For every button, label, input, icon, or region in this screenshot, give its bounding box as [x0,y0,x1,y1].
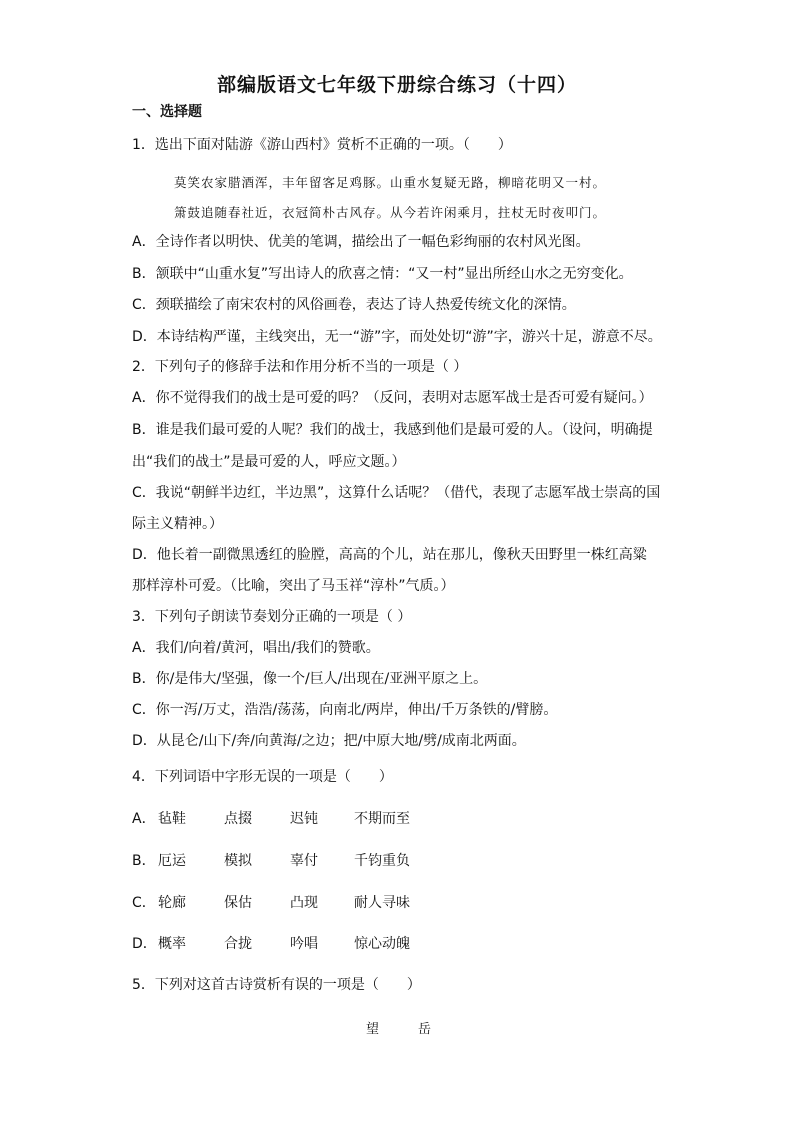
option-word: 合拢 [224,936,252,952]
option-label: A． [132,811,156,827]
poem-title-char-2: 岳 [418,1022,432,1037]
section-heading: 一、选择题 [132,104,202,120]
question-3-option-d: D．从昆仑/山下/奔/向黄海/之边；把/中原大地/劈/成南北两面。 [132,733,526,749]
question-2-option-c-cont: 际主义精神。） [132,516,223,532]
option-word: 迟钝 [290,811,318,827]
question-1-option-b: B．颔联中“山重水复”写出诗人的欣喜之情：“又一村”显出所经山水之无穷变化。 [132,266,633,282]
poem-line-1: 莫笑农家腊酒浑，丰年留客足鸡豚。山重水复疑无路，柳暗花明又一村。 [174,175,607,190]
option-word: 厄运 [158,853,186,869]
option-word: 轮廊 [158,895,186,911]
question-1-option-d: D．本诗结构严谨，主线突出，无一“游”字，而处处切“游”字，游兴十足，游意不尽。 [132,329,662,345]
option-word: 凸现 [290,895,318,911]
question-2-option-a: A．你不觉得我们的战士是可爱的吗？（反问，表明对志愿军战士是否可爱有疑问。） [132,390,653,406]
option-word: 耐人寻味 [354,895,410,911]
question-3-option-a: A．我们/向着/黄河，唱出/我们的赞歌。 [132,640,380,656]
poem-line-2: 箫鼓追随春社近，衣冠简朴古风存。从今若许闲乘月，拄杖无时夜叩门。 [174,205,607,220]
question-1-stem: 1．选出下面对陆游《游山西村》赏析不正确的一项。（ ） [132,137,512,153]
option-word: 毡鞋 [158,811,186,827]
option-word: 惊心动魄 [354,936,410,952]
poem-title-char-1: 望 [366,1022,380,1037]
question-3-option-c: C．你一泻/万丈，浩浩/荡荡，向南北/两岸，伸出/千万条铁的/臂膀。 [132,702,558,718]
question-3-option-b: B．你/是伟大/坚强，像一个/巨人/出现在/亚洲平原之上。 [132,671,488,687]
question-5-stem: 5．下列对这首古诗赏析有误的一项是（ ） [132,977,421,993]
question-3-stem: 3．下列句子朗读节奏划分正确的一项是（ ） [132,609,412,625]
option-word: 点掇 [224,811,252,827]
option-word: 辜付 [290,853,318,869]
option-word: 千钧重负 [354,853,410,869]
question-2-option-d-cont: 那样淳朴可爱。（比喻，突出了马玉祥“淳朴”气质。） [132,578,455,594]
option-word: 保估 [224,895,252,911]
option-word: 吟唱 [290,936,318,952]
option-label: C． [132,895,156,911]
question-4-stem: 4．下列词语中字形无误的一项是（ ） [132,769,393,785]
question-2-option-d: D．他长着一副微黑透红的脸膛，高高的个儿，站在那儿，像秋天田野里一株红高粱 [132,547,647,563]
page-title: 部编版语文七年级下册综合练习（十四） [216,74,577,96]
option-word: 不期而至 [354,811,410,827]
option-label: B． [132,853,156,869]
option-word: 概率 [158,936,186,952]
question-2-stem: 2．下列句子的修辞手法和作用分析不当的一项是（ ） [132,359,468,375]
question-1-option-c: C．颈联描绘了南宋农村的风俗画卷，表达了诗人热爱传统文化的深情。 [132,297,576,313]
question-2-option-b: B．谁是我们最可爱的人呢？我们的战士，我感到他们是最可爱的人。（设问，明确提 [132,422,653,438]
option-label: D． [132,936,157,952]
question-1-option-a: A．全诗作者以明快、优美的笔调，描绘出了一幅色彩绚丽的农村风光图。 [132,234,590,250]
option-word: 模拟 [224,853,252,869]
question-2-option-b-cont: 出“我们的战士”是最可爱的人，呼应文题。） [132,454,406,470]
question-2-option-c: C．我说“朝鲜半边红，半边黑”，这算什么话呢？（借代，表现了志愿军战士崇高的国 [132,485,661,501]
